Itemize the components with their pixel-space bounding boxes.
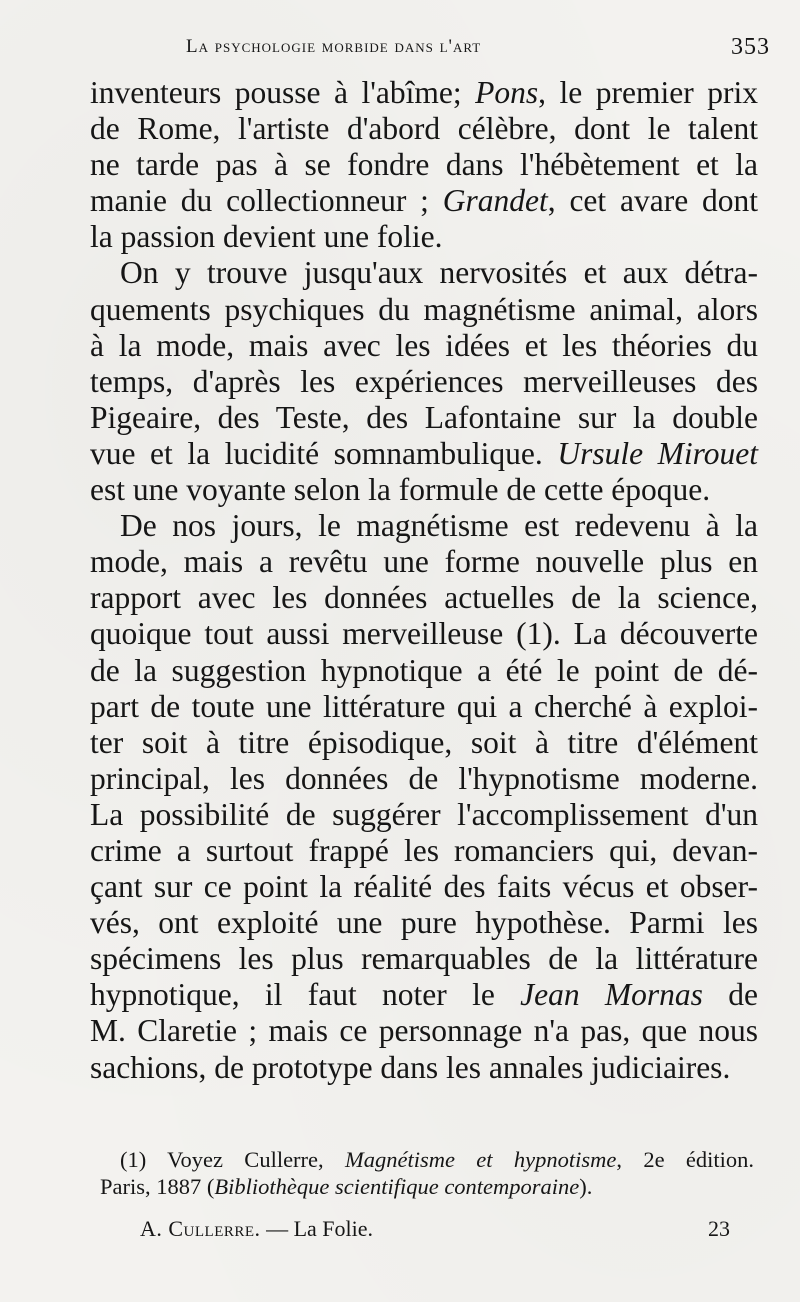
text-line bbox=[90, 328, 758, 364]
text-line bbox=[90, 1050, 758, 1086]
text-segment: La possibilité de suggérer l'accomplissement d'un bbox=[90, 796, 758, 832]
text-line bbox=[90, 797, 758, 833]
text-segment: est une voyante selon la formule de cette époque. bbox=[90, 472, 711, 508]
text-segment: sachions, de prototype dans les annales judiciaires. bbox=[90, 1049, 731, 1085]
text-line bbox=[90, 292, 758, 328]
text-line bbox=[90, 580, 758, 616]
text-segment: de Rome, l'artiste d'abord célèbre, dont le talent bbox=[90, 111, 758, 147]
text-segment: part de toute une littérature qui a cherché à exploi- bbox=[90, 688, 758, 724]
text-line bbox=[90, 472, 758, 508]
text-segment: la passion devient une folie. bbox=[90, 219, 443, 255]
text-line bbox=[90, 111, 758, 147]
italic-text: Jean Mornas bbox=[520, 977, 703, 1013]
page-number: 353 bbox=[731, 34, 770, 60]
running-head bbox=[186, 30, 770, 60]
text-segment: inventeurs pousse à l'abîme; bbox=[90, 75, 476, 110]
text-segment: ter soit à titre épisodique, soit à titre d'élément bbox=[90, 724, 758, 760]
text-line bbox=[90, 147, 758, 183]
text-segment: M. Claretie ; mais ce personnage n'a pas, que nous bbox=[90, 1013, 758, 1049]
text-line bbox=[90, 941, 758, 977]
text-segment: , 2e édition. bbox=[616, 1147, 754, 1172]
text-segment: çant sur ce point la réalité des faits vécus et obser- bbox=[90, 869, 758, 905]
text-segment: de la suggestion hypnotique a été le point de dé- bbox=[90, 652, 758, 688]
text-line bbox=[90, 183, 758, 219]
text-line bbox=[90, 75, 758, 111]
text-segment: , le premier prix bbox=[538, 75, 758, 110]
running-title: La psychologie morbide dans l'art bbox=[186, 36, 482, 57]
text-line bbox=[90, 869, 758, 905]
text-line bbox=[90, 544, 758, 580]
footnote-line bbox=[100, 1146, 754, 1173]
text-line bbox=[90, 255, 758, 291]
text-segment: quoique tout aussi merveilleuse (1). La découverte bbox=[90, 616, 758, 652]
text-segment: rapport avec les données actuelles de la science, bbox=[90, 580, 758, 616]
text-line bbox=[90, 653, 758, 689]
italic-text: Pons bbox=[475, 75, 539, 110]
text-segment: principal, les données de l'hypnotisme moderne. bbox=[90, 760, 758, 796]
text-segment: vue et la lucidité somnambulique. bbox=[90, 435, 558, 471]
text-line bbox=[90, 616, 758, 652]
italic-text: Grandet bbox=[442, 183, 548, 219]
text-segment: à la mode, mais avec les idées et les théories du bbox=[90, 327, 758, 363]
text-segment: vés, ont exploité une pure hypothèse. Parmi les bbox=[90, 905, 758, 941]
text-segment: spécimens les plus remarquables de la littérature bbox=[90, 941, 758, 977]
signature-left bbox=[140, 1216, 373, 1242]
text-segment: Paris, 1887 ( bbox=[100, 1174, 215, 1199]
printer-signature bbox=[140, 1216, 730, 1246]
footnote bbox=[100, 1146, 754, 1200]
text-segment: mode, mais a revêtu une forme nouvelle plus en bbox=[90, 544, 758, 580]
signature-author: A. Cullerre. bbox=[140, 1216, 261, 1241]
text-line bbox=[90, 508, 758, 544]
main-text bbox=[90, 75, 758, 1086]
signature-separator: — bbox=[260, 1216, 294, 1241]
text-line bbox=[90, 977, 758, 1013]
text-segment: ). bbox=[579, 1174, 593, 1199]
text-segment: (1) Voyez Cullerre, bbox=[120, 1147, 345, 1172]
text-line bbox=[90, 905, 758, 941]
text-segment: crime a surtout frappé les romanciers qui, devan- bbox=[90, 832, 758, 868]
italic-text: Magnétisme et hypnotisme bbox=[345, 1147, 617, 1172]
text-segment: De nos jours, le magnétisme est redevenu à la bbox=[120, 508, 758, 544]
text-line bbox=[90, 761, 758, 797]
italic-text: Ursule Mirouet bbox=[557, 435, 758, 471]
text-line bbox=[90, 725, 758, 761]
text-line bbox=[90, 364, 758, 400]
text-segment: , cet avare dont bbox=[547, 183, 759, 219]
text-segment: Pigeaire, des Teste, des Lafontaine sur la double bbox=[90, 399, 758, 435]
italic-text: Bibliothèque scientifique contemporaine bbox=[214, 1174, 580, 1199]
text-segment: quements psychiques du magnétisme animal, alors bbox=[90, 291, 758, 327]
text-segment: de bbox=[702, 977, 758, 1013]
text-segment: manie du collectionneur ; bbox=[90, 183, 443, 219]
text-segment: ne tarde pas à se fondre dans l'hébètement et la bbox=[90, 147, 758, 183]
signature-book: La Folie. bbox=[293, 1216, 373, 1241]
text-line bbox=[90, 400, 758, 436]
text-segment: hypnotique, il faut noter le bbox=[90, 977, 521, 1013]
text-line bbox=[90, 219, 758, 255]
text-line bbox=[90, 1013, 758, 1049]
text-segment: On y trouve jusqu'aux nervosités et aux détra- bbox=[120, 255, 758, 291]
text-segment: temps, d'après les expériences merveilleuses des bbox=[90, 363, 758, 399]
signature-sheet-number: 23 bbox=[708, 1216, 730, 1241]
footnote-line bbox=[100, 1173, 754, 1200]
text-line bbox=[90, 436, 758, 472]
text-line bbox=[90, 689, 758, 725]
text-line bbox=[90, 833, 758, 869]
